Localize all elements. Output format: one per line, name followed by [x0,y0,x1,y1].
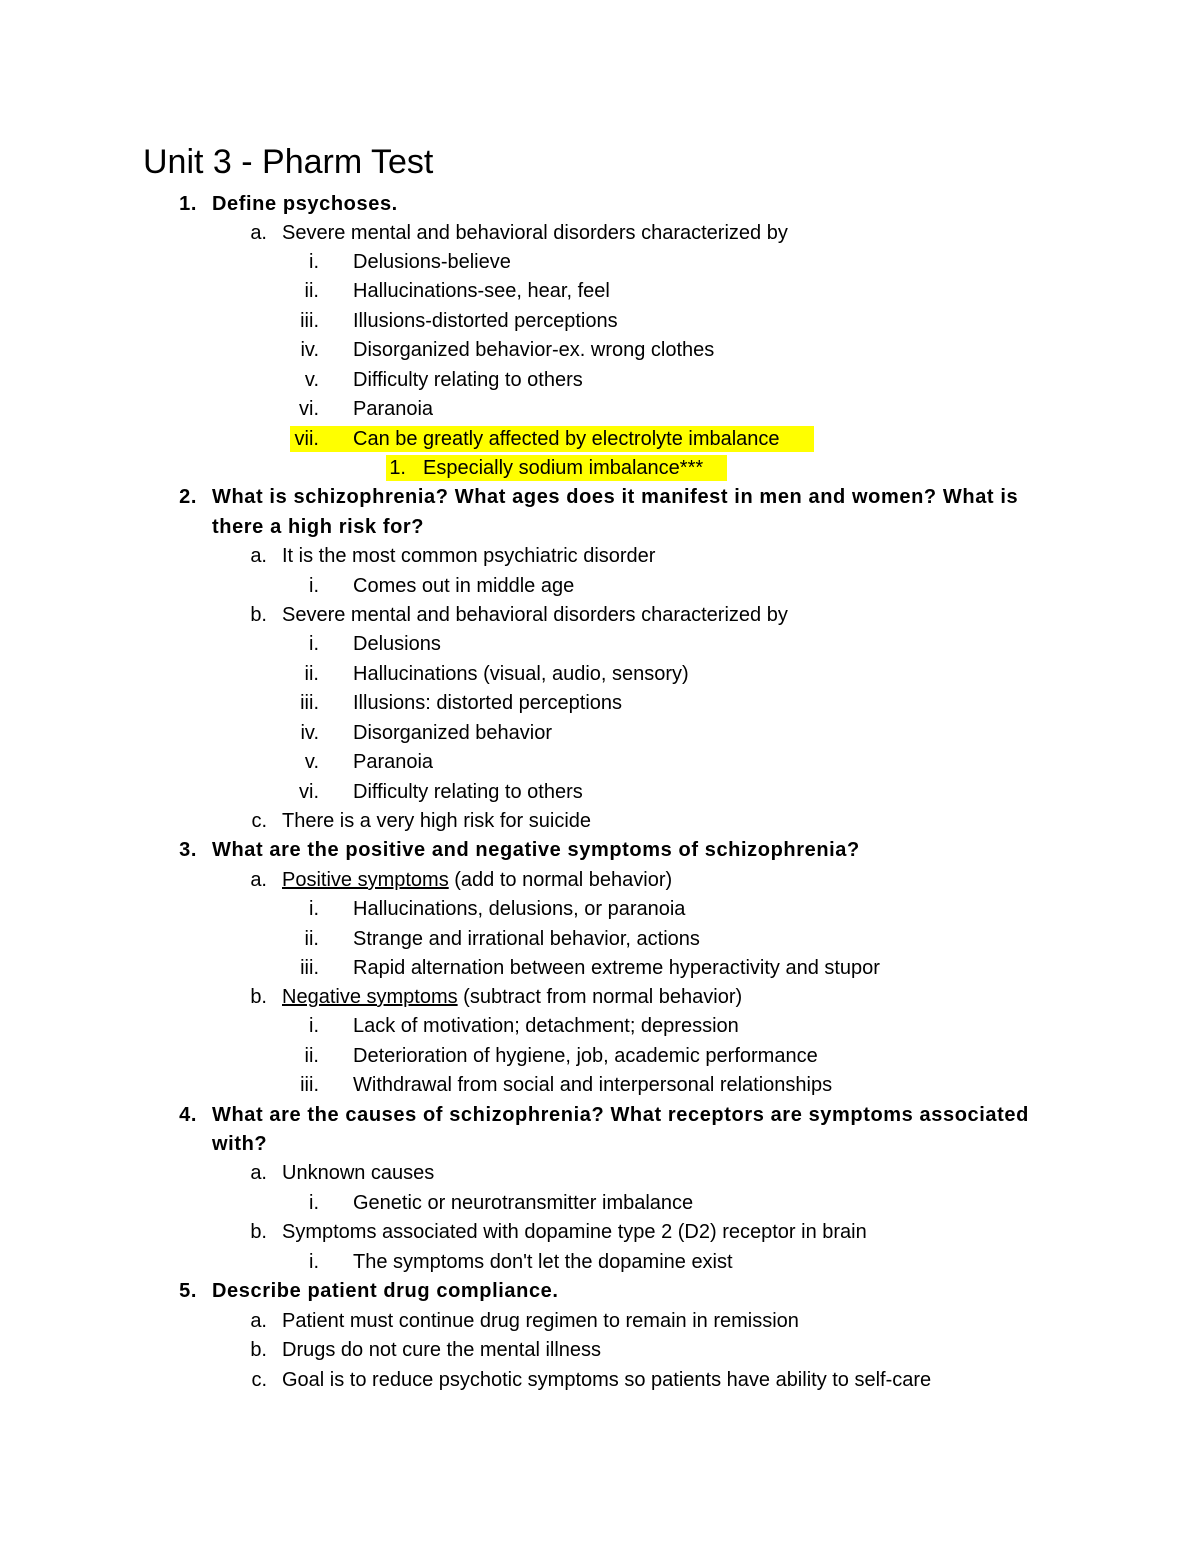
list-text [282,865,672,895]
question-text: Define psychoses. [212,193,398,215]
list-text: Comes out in middle age [353,575,575,597]
list-item [0,365,1200,395]
term-note: (subtract from normal behavior) [457,986,743,1008]
list-item [0,1011,1200,1041]
question-2-continued [0,512,1200,542]
list-item [0,982,1200,1012]
list-marker: b. [250,604,267,626]
list-marker: v. [304,369,319,391]
list-marker: ii. [304,280,319,302]
list-item [0,1217,1200,1247]
list-item [0,541,1200,571]
list-marker: i. [309,575,319,597]
list-item [0,571,1200,601]
list-text: Drugs do not cure the mental illness [282,1339,602,1361]
question-5 [0,1276,1200,1306]
question-text: with? [212,1133,268,1155]
list-item-highlighted [0,453,1200,483]
list-marker: a. [250,869,267,891]
question-text: What is schizophrenia? What ages does it manifest in men and women? What is [212,486,1019,508]
list-text: Severe mental and behavioral disorders characterized by [282,222,788,244]
list-marker: 3. [179,839,197,861]
list-item [0,659,1200,689]
question-text: What are the positive and negative symptoms of schizophrenia? [212,839,860,861]
list-marker: iii. [300,692,319,714]
list-text: It is the most common psychiatric disorder [282,545,656,567]
list-text: Illusions: distorted perceptions [353,692,623,714]
list-marker: c. [251,810,267,832]
list-item [0,218,1200,248]
list-item [0,247,1200,277]
list-text: Hallucinations, delusions, or paranoia [353,898,686,920]
list-item [0,806,1200,836]
list-text: Especially sodium imbalance*** [423,457,704,479]
list-text: Difficulty relating to others [353,369,583,391]
list-item [0,865,1200,895]
list-marker: iv. [300,722,319,744]
list-item [0,1158,1200,1188]
list-marker: iii. [300,957,319,979]
list-marker: i. [309,251,319,273]
list-marker: iii. [300,310,319,332]
question-1 [0,189,1200,219]
list-marker: 2. [179,486,197,508]
list-marker: 1. [179,193,197,215]
list-marker: a. [250,545,267,567]
question-3 [0,835,1200,865]
list-item [0,718,1200,748]
list-marker: v. [304,751,319,773]
underlined-term: Positive symptoms [282,869,449,891]
list-item [0,276,1200,306]
question-4-continued [0,1129,1200,1159]
list-text: Illusions-distorted perceptions [353,310,618,332]
list-text: Withdrawal from social and interpersonal relationships [353,1074,833,1096]
list-marker: c. [251,1369,267,1391]
term-note: (add to normal behavior) [448,869,673,891]
list-text: Delusions-believe [353,251,511,273]
list-marker: b. [250,1339,267,1361]
list-marker: vi. [299,398,319,420]
list-text: Strange and irrational behavior, actions [353,928,700,950]
list-text: Goal is to reduce psychotic symptoms so patients have ability to self-care [282,1369,932,1391]
list-text: Disorganized behavior [353,722,553,744]
list-text: The symptoms don't let the dopamine exist [353,1251,733,1273]
list-marker: 4. [179,1104,197,1126]
list-marker: ii. [304,1045,319,1067]
list-marker: ii. [304,928,319,950]
list-text: Rapid alternation between extreme hyperactivity and stupor [353,957,880,979]
list-item [0,1306,1200,1336]
list-item [0,924,1200,954]
list-item [0,747,1200,777]
list-item-highlighted [0,424,1200,454]
list-text: Severe mental and behavioral disorders characterized by [282,604,788,626]
list-text: Delusions [353,633,441,655]
list-item [0,306,1200,336]
list-item [0,1070,1200,1100]
list-marker: 5. [179,1280,197,1302]
list-marker: iii. [300,1074,319,1096]
list-item [0,394,1200,424]
list-item [0,688,1200,718]
question-text: there a high risk for? [212,516,425,538]
list-text: Paranoia [353,398,434,420]
list-marker: iv. [300,339,319,361]
list-marker: i. [309,1015,319,1037]
list-marker: a. [250,1162,267,1184]
list-marker: a. [250,222,267,244]
list-text: Deterioration of hygiene, job, academic performance [353,1045,818,1067]
list-item [0,1335,1200,1365]
question-2 [0,482,1200,512]
underlined-term: Negative symptoms [282,986,458,1008]
list-marker: a. [250,1310,267,1332]
list-item [0,629,1200,659]
list-text: Disorganized behavior-ex. wrong clothes [353,339,715,361]
list-marker: vi. [299,781,319,803]
list-marker: i. [309,633,319,655]
list-marker: i. [309,1251,319,1273]
question-text: What are the causes of schizophrenia? What receptors are symptoms associated [212,1104,1029,1126]
list-text: Patient must continue drug regimen to remain in remission [282,1310,799,1332]
page-title: Unit 3 - Pharm Test [143,143,434,181]
list-marker: vii. [294,428,319,450]
question-4 [0,1100,1200,1130]
list-marker: i. [309,1192,319,1214]
list-item [0,335,1200,365]
list-item [0,894,1200,924]
list-item [0,1188,1200,1218]
list-text: Lack of motivation; detachment; depression [353,1015,739,1037]
list-text: Unknown causes [282,1162,435,1184]
list-text: There is a very high risk for suicide [282,810,592,832]
list-item [0,953,1200,983]
question-text: Describe patient drug compliance. [212,1280,559,1302]
list-text: Paranoia [353,751,434,773]
list-item [0,1041,1200,1071]
list-marker: 1. [389,457,406,479]
list-text: Genetic or neurotransmitter imbalance [353,1192,694,1214]
list-item [0,1365,1200,1395]
list-item [0,1247,1200,1277]
list-item [0,600,1200,630]
list-marker: ii. [304,663,319,685]
list-text [282,982,742,1012]
list-text: Can be greatly affected by electrolyte imbalance [353,428,780,450]
list-text: Difficulty relating to others [353,781,583,803]
list-marker: b. [250,986,267,1008]
list-marker: i. [309,898,319,920]
list-text: Hallucinations (visual, audio, sensory) [353,663,689,685]
list-marker: b. [250,1221,267,1243]
list-text: Hallucinations-see, hear, feel [353,280,610,302]
list-text: Symptoms associated with dopamine type 2 (D2) receptor in brain [282,1221,867,1243]
list-item [0,777,1200,807]
